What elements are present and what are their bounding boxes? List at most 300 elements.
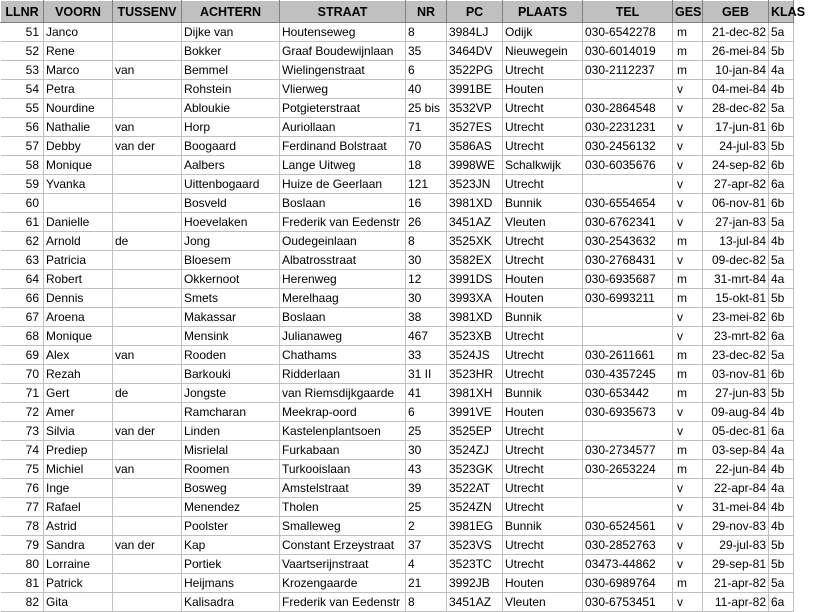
- cell-ges[interactable]: v: [673, 194, 703, 213]
- cell-geb[interactable]: 23-mrt-82: [703, 327, 769, 346]
- cell-plaats[interactable]: Utrecht: [503, 61, 583, 80]
- cell-klas[interactable]: 4a: [769, 441, 794, 460]
- cell-tel[interactable]: 03473-44862: [583, 555, 673, 574]
- cell-voorn[interactable]: Michiel: [44, 460, 113, 479]
- cell-llnr[interactable]: 64: [1, 270, 44, 289]
- cell-llnr[interactable]: 82: [1, 593, 44, 612]
- table-row[interactable]: [1, 403, 794, 422]
- cell-voorn[interactable]: Marco: [44, 61, 113, 80]
- cell-tel[interactable]: [583, 422, 673, 441]
- cell-plaats[interactable]: Houten: [503, 289, 583, 308]
- table-row[interactable]: [1, 498, 794, 517]
- table-row[interactable]: [1, 536, 794, 555]
- cell-tel[interactable]: 030-2543632: [583, 232, 673, 251]
- cell-achtern[interactable]: Kap: [182, 536, 280, 555]
- cell-tel[interactable]: 030-4357245: [583, 365, 673, 384]
- table-row[interactable]: [1, 384, 794, 403]
- cell-tel[interactable]: 030-2611661: [583, 346, 673, 365]
- cell-geb[interactable]: 27-apr-82: [703, 175, 769, 194]
- table-row[interactable]: [1, 346, 794, 365]
- cell-nr[interactable]: 8: [406, 593, 447, 612]
- cell-achtern[interactable]: Makassar: [182, 308, 280, 327]
- cell-nr[interactable]: 25: [406, 422, 447, 441]
- cell-tel[interactable]: [583, 479, 673, 498]
- cell-straat[interactable]: Vaartserijnstraat: [280, 555, 406, 574]
- cell-plaats[interactable]: Utrecht: [503, 327, 583, 346]
- cell-tussenv[interactable]: [113, 156, 182, 175]
- cell-achtern[interactable]: Bokker: [182, 42, 280, 61]
- cell-pc[interactable]: 3981XD: [447, 194, 503, 213]
- cell-ges[interactable]: m: [673, 42, 703, 61]
- cell-geb[interactable]: 29-sep-81: [703, 555, 769, 574]
- cell-straat[interactable]: Houtenseweg: [280, 23, 406, 42]
- cell-tel[interactable]: 030-6989764: [583, 574, 673, 593]
- cell-klas[interactable]: 4b: [769, 403, 794, 422]
- cell-pc[interactable]: 3523TC: [447, 555, 503, 574]
- cell-geb[interactable]: 24-jul-83: [703, 137, 769, 156]
- cell-pc[interactable]: 3525EP: [447, 422, 503, 441]
- cell-voorn[interactable]: Amer: [44, 403, 113, 422]
- cell-geb[interactable]: 06-nov-81: [703, 194, 769, 213]
- cell-pc[interactable]: 3525XK: [447, 232, 503, 251]
- cell-plaats[interactable]: Bunnik: [503, 194, 583, 213]
- cell-plaats[interactable]: Utrecht: [503, 346, 583, 365]
- cell-geb[interactable]: 04-mei-84: [703, 80, 769, 99]
- cell-tel[interactable]: 030-6014019: [583, 42, 673, 61]
- column-header-plaats[interactable]: PLAATS: [503, 1, 583, 23]
- cell-voorn[interactable]: Rezah: [44, 365, 113, 384]
- cell-ges[interactable]: m: [673, 232, 703, 251]
- cell-ges[interactable]: v: [673, 403, 703, 422]
- cell-nr[interactable]: 35: [406, 42, 447, 61]
- cell-llnr[interactable]: 75: [1, 460, 44, 479]
- column-header-voorn[interactable]: VOORN: [44, 1, 113, 23]
- cell-tel[interactable]: 030-653442: [583, 384, 673, 403]
- cell-geb[interactable]: 31-mrt-84: [703, 270, 769, 289]
- cell-ges[interactable]: v: [673, 593, 703, 612]
- cell-straat[interactable]: Tholen: [280, 498, 406, 517]
- cell-llnr[interactable]: 76: [1, 479, 44, 498]
- cell-achtern[interactable]: Bosweg: [182, 479, 280, 498]
- cell-tussenv[interactable]: [113, 175, 182, 194]
- cell-achtern[interactable]: Aalbers: [182, 156, 280, 175]
- cell-ges[interactable]: v: [673, 213, 703, 232]
- cell-straat[interactable]: Smalleweg: [280, 517, 406, 536]
- cell-llnr[interactable]: 53: [1, 61, 44, 80]
- cell-achtern[interactable]: Mensink: [182, 327, 280, 346]
- cell-voorn[interactable]: Nathalie: [44, 118, 113, 137]
- cell-straat[interactable]: Frederik van Eedenstr: [280, 593, 406, 612]
- cell-plaats[interactable]: Houten: [503, 403, 583, 422]
- cell-pc[interactable]: 3992JB: [447, 574, 503, 593]
- cell-voorn[interactable]: Patricia: [44, 251, 113, 270]
- cell-nr[interactable]: 30: [406, 251, 447, 270]
- cell-voorn[interactable]: Rene: [44, 42, 113, 61]
- cell-klas[interactable]: 6b: [769, 194, 794, 213]
- cell-klas[interactable]: 4b: [769, 232, 794, 251]
- cell-tussenv[interactable]: van: [113, 460, 182, 479]
- cell-nr[interactable]: 25: [406, 498, 447, 517]
- cell-achtern[interactable]: Okkernoot: [182, 270, 280, 289]
- cell-llnr[interactable]: 79: [1, 536, 44, 555]
- table-row[interactable]: [1, 270, 794, 289]
- cell-straat[interactable]: Kastelenplantsoen: [280, 422, 406, 441]
- cell-geb[interactable]: 21-apr-82: [703, 574, 769, 593]
- table-row[interactable]: [1, 23, 794, 42]
- cell-achtern[interactable]: Bloesem: [182, 251, 280, 270]
- cell-geb[interactable]: 31-mei-84: [703, 498, 769, 517]
- cell-klas[interactable]: 5a: [769, 251, 794, 270]
- cell-pc[interactable]: 3523JN: [447, 175, 503, 194]
- cell-llnr[interactable]: 55: [1, 99, 44, 118]
- cell-achtern[interactable]: Kalisadra: [182, 593, 280, 612]
- cell-tel[interactable]: 030-2653224: [583, 460, 673, 479]
- cell-geb[interactable]: 09-aug-84: [703, 403, 769, 422]
- cell-tussenv[interactable]: [113, 194, 182, 213]
- cell-nr[interactable]: 37: [406, 536, 447, 555]
- cell-tel[interactable]: 030-6753451: [583, 593, 673, 612]
- table-row[interactable]: [1, 308, 794, 327]
- cell-tussenv[interactable]: [113, 80, 182, 99]
- cell-llnr[interactable]: 51: [1, 23, 44, 42]
- cell-geb[interactable]: 29-nov-83: [703, 517, 769, 536]
- cell-straat[interactable]: Ridderlaan: [280, 365, 406, 384]
- table-row[interactable]: [1, 441, 794, 460]
- cell-voorn[interactable]: Lorraine: [44, 555, 113, 574]
- cell-geb[interactable]: 21-dec-82: [703, 23, 769, 42]
- cell-llnr[interactable]: 77: [1, 498, 44, 517]
- cell-tussenv[interactable]: van: [113, 61, 182, 80]
- cell-achtern[interactable]: Rooden: [182, 346, 280, 365]
- cell-voorn[interactable]: Prediep: [44, 441, 113, 460]
- cell-straat[interactable]: Julianaweg: [280, 327, 406, 346]
- cell-plaats[interactable]: Schalkwijk: [503, 156, 583, 175]
- cell-nr[interactable]: 18: [406, 156, 447, 175]
- cell-nr[interactable]: 2: [406, 517, 447, 536]
- cell-klas[interactable]: 4b: [769, 498, 794, 517]
- cell-llnr[interactable]: 66: [1, 289, 44, 308]
- table-row[interactable]: [1, 593, 794, 612]
- cell-pc[interactable]: 3984LJ: [447, 23, 503, 42]
- table-row[interactable]: [1, 42, 794, 61]
- cell-nr[interactable]: 41: [406, 384, 447, 403]
- cell-pc[interactable]: 3586AS: [447, 137, 503, 156]
- cell-plaats[interactable]: Utrecht: [503, 118, 583, 137]
- cell-tussenv[interactable]: [113, 555, 182, 574]
- cell-klas[interactable]: 5b: [769, 42, 794, 61]
- cell-achtern[interactable]: Boogaard: [182, 137, 280, 156]
- cell-pc[interactable]: 3522AT: [447, 479, 503, 498]
- cell-klas[interactable]: 5b: [769, 289, 794, 308]
- cell-tussenv[interactable]: [113, 327, 182, 346]
- cell-nr[interactable]: 33: [406, 346, 447, 365]
- cell-straat[interactable]: Boslaan: [280, 308, 406, 327]
- cell-straat[interactable]: Furkabaan: [280, 441, 406, 460]
- cell-tel[interactable]: 030-2852763: [583, 536, 673, 555]
- cell-klas[interactable]: 5a: [769, 346, 794, 365]
- cell-pc[interactable]: 3527ES: [447, 118, 503, 137]
- cell-nr[interactable]: 121: [406, 175, 447, 194]
- cell-ges[interactable]: m: [673, 460, 703, 479]
- cell-ges[interactable]: v: [673, 422, 703, 441]
- cell-ges[interactable]: m: [673, 574, 703, 593]
- cell-voorn[interactable]: Monique: [44, 156, 113, 175]
- table-row[interactable]: [1, 422, 794, 441]
- cell-voorn[interactable]: Nourdine: [44, 99, 113, 118]
- cell-straat[interactable]: Wielingenstraat: [280, 61, 406, 80]
- cell-llnr[interactable]: 81: [1, 574, 44, 593]
- cell-tel[interactable]: 030-6542278: [583, 23, 673, 42]
- cell-achtern[interactable]: Jong: [182, 232, 280, 251]
- cell-plaats[interactable]: Utrecht: [503, 536, 583, 555]
- column-header-nr[interactable]: NR: [406, 1, 447, 23]
- table-row[interactable]: [1, 574, 794, 593]
- cell-plaats[interactable]: Utrecht: [503, 555, 583, 574]
- cell-llnr[interactable]: 71: [1, 384, 44, 403]
- cell-voorn[interactable]: Gita: [44, 593, 113, 612]
- cell-tel[interactable]: 030-2864548: [583, 99, 673, 118]
- cell-llnr[interactable]: 63: [1, 251, 44, 270]
- table-row[interactable]: [1, 232, 794, 251]
- cell-klas[interactable]: 5a: [769, 23, 794, 42]
- cell-klas[interactable]: 5b: [769, 137, 794, 156]
- cell-geb[interactable]: 29-jul-83: [703, 536, 769, 555]
- cell-llnr[interactable]: 59: [1, 175, 44, 194]
- cell-geb[interactable]: 03-nov-81: [703, 365, 769, 384]
- cell-tussenv[interactable]: van der: [113, 422, 182, 441]
- cell-ges[interactable]: v: [673, 308, 703, 327]
- cell-ges[interactable]: v: [673, 498, 703, 517]
- cell-plaats[interactable]: Houten: [503, 270, 583, 289]
- cell-achtern[interactable]: Uittenbogaard: [182, 175, 280, 194]
- cell-tussenv[interactable]: van der: [113, 137, 182, 156]
- cell-voorn[interactable]: Debby: [44, 137, 113, 156]
- cell-voorn[interactable]: Astrid: [44, 517, 113, 536]
- cell-klas[interactable]: 4a: [769, 479, 794, 498]
- table-row[interactable]: [1, 137, 794, 156]
- cell-pc[interactable]: 3451AZ: [447, 213, 503, 232]
- cell-ges[interactable]: v: [673, 327, 703, 346]
- cell-tel[interactable]: 030-2112237: [583, 61, 673, 80]
- table-row[interactable]: [1, 213, 794, 232]
- cell-straat[interactable]: Merelhaag: [280, 289, 406, 308]
- cell-nr[interactable]: 30: [406, 289, 447, 308]
- table-row[interactable]: [1, 61, 794, 80]
- cell-klas[interactable]: 5b: [769, 555, 794, 574]
- cell-achtern[interactable]: Rohstein: [182, 80, 280, 99]
- cell-llnr[interactable]: 69: [1, 346, 44, 365]
- cell-achtern[interactable]: Roomen: [182, 460, 280, 479]
- table-row[interactable]: [1, 118, 794, 137]
- cell-plaats[interactable]: Bunnik: [503, 308, 583, 327]
- cell-ges[interactable]: v: [673, 251, 703, 270]
- cell-tussenv[interactable]: [113, 289, 182, 308]
- cell-plaats[interactable]: Utrecht: [503, 479, 583, 498]
- cell-llnr[interactable]: 78: [1, 517, 44, 536]
- cell-plaats[interactable]: Bunnik: [503, 517, 583, 536]
- cell-tel[interactable]: [583, 498, 673, 517]
- cell-achtern[interactable]: Menendez: [182, 498, 280, 517]
- cell-voorn[interactable]: Monique: [44, 327, 113, 346]
- cell-pc[interactable]: 3523GK: [447, 460, 503, 479]
- cell-straat[interactable]: Turkooislaan: [280, 460, 406, 479]
- table-row[interactable]: [1, 365, 794, 384]
- cell-tussenv[interactable]: [113, 498, 182, 517]
- cell-achtern[interactable]: Misrielal: [182, 441, 280, 460]
- cell-nr[interactable]: 21: [406, 574, 447, 593]
- cell-ges[interactable]: v: [673, 118, 703, 137]
- cell-nr[interactable]: 6: [406, 61, 447, 80]
- cell-straat[interactable]: Meekrap-oord: [280, 403, 406, 422]
- cell-voorn[interactable]: Alex: [44, 346, 113, 365]
- cell-tel[interactable]: 030-2231231: [583, 118, 673, 137]
- cell-llnr[interactable]: 54: [1, 80, 44, 99]
- cell-pc[interactable]: 3991DS: [447, 270, 503, 289]
- cell-plaats[interactable]: Houten: [503, 574, 583, 593]
- cell-tel[interactable]: 030-6554654: [583, 194, 673, 213]
- cell-achtern[interactable]: Dijke van: [182, 23, 280, 42]
- cell-nr[interactable]: 8: [406, 23, 447, 42]
- column-header-klas[interactable]: KLAS: [769, 1, 794, 23]
- cell-voorn[interactable]: Danielle: [44, 213, 113, 232]
- cell-ges[interactable]: m: [673, 441, 703, 460]
- cell-geb[interactable]: 22-jun-84: [703, 460, 769, 479]
- table-row[interactable]: [1, 460, 794, 479]
- cell-nr[interactable]: 12: [406, 270, 447, 289]
- cell-llnr[interactable]: 56: [1, 118, 44, 137]
- cell-straat[interactable]: Lange Uitweg: [280, 156, 406, 175]
- cell-achtern[interactable]: Abloukie: [182, 99, 280, 118]
- cell-tel[interactable]: 030-2734577: [583, 441, 673, 460]
- cell-klas[interactable]: 6b: [769, 156, 794, 175]
- cell-llnr[interactable]: 68: [1, 327, 44, 346]
- cell-ges[interactable]: m: [673, 365, 703, 384]
- cell-klas[interactable]: 4a: [769, 270, 794, 289]
- cell-ges[interactable]: m: [673, 23, 703, 42]
- cell-straat[interactable]: Krozengaarde: [280, 574, 406, 593]
- cell-geb[interactable]: 27-jan-83: [703, 213, 769, 232]
- table-row[interactable]: [1, 194, 794, 213]
- cell-plaats[interactable]: Utrecht: [503, 99, 583, 118]
- cell-achtern[interactable]: Bemmel: [182, 61, 280, 80]
- column-header-tel[interactable]: TEL: [583, 1, 673, 23]
- cell-tussenv[interactable]: [113, 308, 182, 327]
- cell-plaats[interactable]: Utrecht: [503, 441, 583, 460]
- cell-klas[interactable]: 6a: [769, 422, 794, 441]
- table-row[interactable]: [1, 156, 794, 175]
- cell-klas[interactable]: 4a: [769, 61, 794, 80]
- cell-pc[interactable]: 3522PG: [447, 61, 503, 80]
- cell-llnr[interactable]: 52: [1, 42, 44, 61]
- cell-tel[interactable]: 030-2456132: [583, 137, 673, 156]
- cell-llnr[interactable]: 60: [1, 194, 44, 213]
- table-row[interactable]: [1, 555, 794, 574]
- cell-voorn[interactable]: Aroena: [44, 308, 113, 327]
- cell-pc[interactable]: 3532VP: [447, 99, 503, 118]
- cell-achtern[interactable]: Ramcharan: [182, 403, 280, 422]
- cell-voorn[interactable]: Janco: [44, 23, 113, 42]
- cell-tussenv[interactable]: [113, 213, 182, 232]
- table-row[interactable]: [1, 80, 794, 99]
- cell-nr[interactable]: 40: [406, 80, 447, 99]
- cell-tel[interactable]: [583, 175, 673, 194]
- cell-voorn[interactable]: Arnold: [44, 232, 113, 251]
- cell-pc[interactable]: 3981EG: [447, 517, 503, 536]
- cell-plaats[interactable]: Vleuten: [503, 213, 583, 232]
- cell-straat[interactable]: Frederik van Eedenstr: [280, 213, 406, 232]
- cell-geb[interactable]: 26-mei-84: [703, 42, 769, 61]
- table-row[interactable]: [1, 517, 794, 536]
- column-header-tussenv[interactable]: TUSSENV: [113, 1, 182, 23]
- cell-straat[interactable]: Graaf Boudewijnlaan: [280, 42, 406, 61]
- cell-nr[interactable]: 25 bis: [406, 99, 447, 118]
- cell-pc[interactable]: 3524ZN: [447, 498, 503, 517]
- cell-geb[interactable]: 22-apr-84: [703, 479, 769, 498]
- cell-straat[interactable]: Chathams: [280, 346, 406, 365]
- cell-pc[interactable]: 3991BE: [447, 80, 503, 99]
- cell-llnr[interactable]: 70: [1, 365, 44, 384]
- cell-pc[interactable]: 3998WE: [447, 156, 503, 175]
- cell-nr[interactable]: 31 II: [406, 365, 447, 384]
- cell-plaats[interactable]: Utrecht: [503, 137, 583, 156]
- cell-klas[interactable]: 6b: [769, 118, 794, 137]
- cell-nr[interactable]: 39: [406, 479, 447, 498]
- cell-ges[interactable]: v: [673, 137, 703, 156]
- cell-tussenv[interactable]: [113, 593, 182, 612]
- column-header-pc[interactable]: PC: [447, 1, 503, 23]
- cell-klas[interactable]: 6a: [769, 593, 794, 612]
- cell-tel[interactable]: [583, 327, 673, 346]
- cell-plaats[interactable]: Utrecht: [503, 365, 583, 384]
- cell-achtern[interactable]: Hoevelaken: [182, 213, 280, 232]
- cell-geb[interactable]: 23-dec-82: [703, 346, 769, 365]
- cell-tussenv[interactable]: de: [113, 384, 182, 403]
- cell-llnr[interactable]: 58: [1, 156, 44, 175]
- cell-ges[interactable]: m: [673, 384, 703, 403]
- cell-pc[interactable]: 3582EX: [447, 251, 503, 270]
- cell-achtern[interactable]: Horp: [182, 118, 280, 137]
- cell-ges[interactable]: v: [673, 175, 703, 194]
- cell-klas[interactable]: 4b: [769, 460, 794, 479]
- cell-plaats[interactable]: Utrecht: [503, 422, 583, 441]
- cell-geb[interactable]: 27-jun-83: [703, 384, 769, 403]
- cell-ges[interactable]: v: [673, 80, 703, 99]
- cell-pc[interactable]: 3523HR: [447, 365, 503, 384]
- cell-klas[interactable]: 5a: [769, 574, 794, 593]
- cell-llnr[interactable]: 61: [1, 213, 44, 232]
- cell-klas[interactable]: 5b: [769, 384, 794, 403]
- column-header-ges[interactable]: GES: [673, 1, 703, 23]
- cell-straat[interactable]: Albatrosstraat: [280, 251, 406, 270]
- cell-klas[interactable]: 5a: [769, 99, 794, 118]
- cell-pc[interactable]: 3464DV: [447, 42, 503, 61]
- cell-pc[interactable]: 3524ZJ: [447, 441, 503, 460]
- cell-ges[interactable]: v: [673, 156, 703, 175]
- cell-tussenv[interactable]: [113, 251, 182, 270]
- cell-tel[interactable]: 030-6993211: [583, 289, 673, 308]
- cell-plaats[interactable]: Nieuwegein: [503, 42, 583, 61]
- cell-plaats[interactable]: Utrecht: [503, 460, 583, 479]
- cell-tussenv[interactable]: de: [113, 232, 182, 251]
- cell-achtern[interactable]: Heijmans: [182, 574, 280, 593]
- column-header-straat[interactable]: STRAAT: [280, 1, 406, 23]
- cell-ges[interactable]: m: [673, 61, 703, 80]
- cell-achtern[interactable]: Poolster: [182, 517, 280, 536]
- cell-geb[interactable]: 10-jan-84: [703, 61, 769, 80]
- cell-llnr[interactable]: 72: [1, 403, 44, 422]
- cell-tussenv[interactable]: [113, 99, 182, 118]
- cell-voorn[interactable]: Yvanka: [44, 175, 113, 194]
